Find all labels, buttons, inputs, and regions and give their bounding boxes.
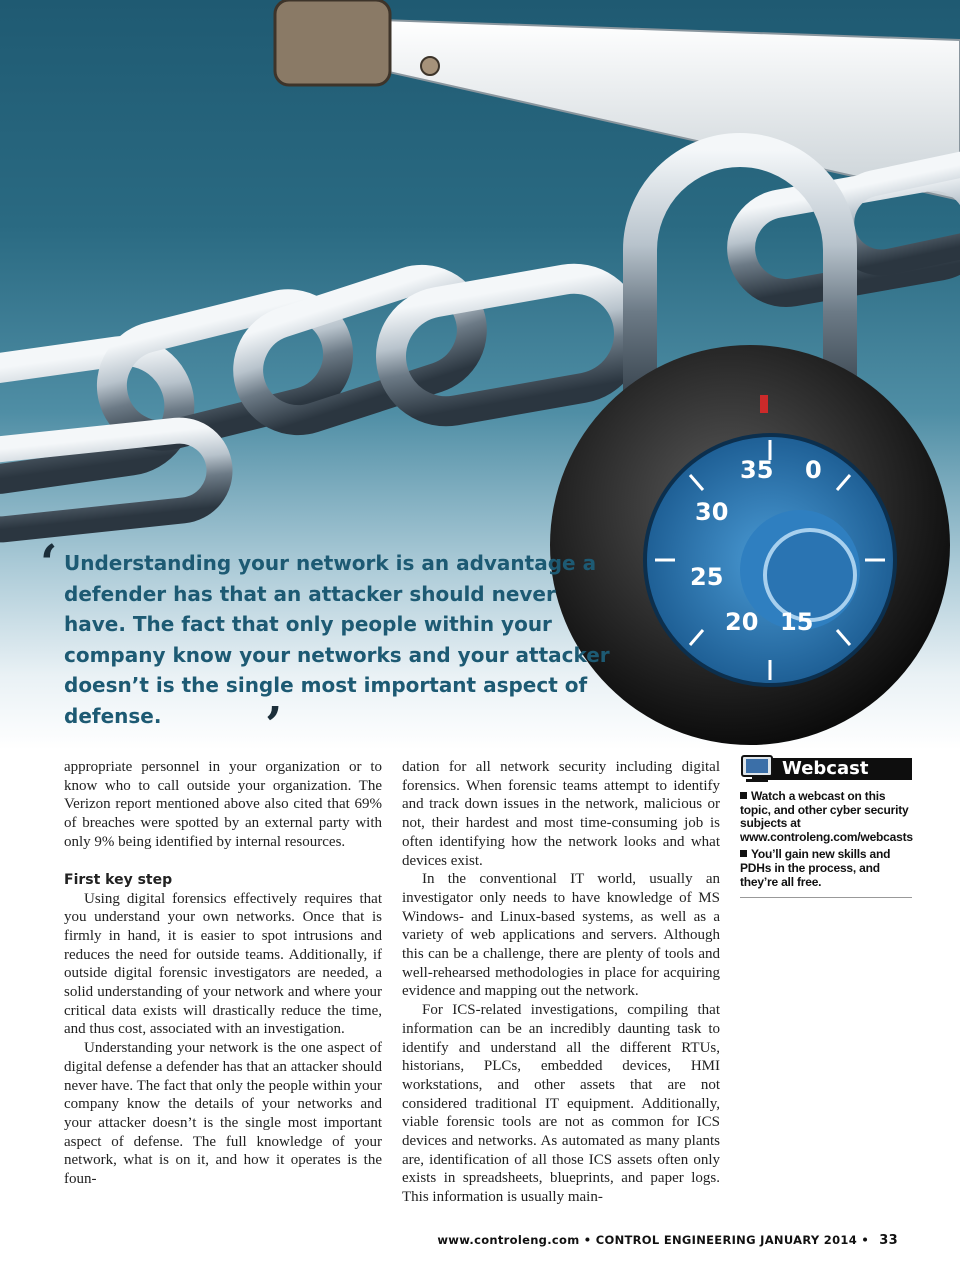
sidebar-item: Watch a webcast on this topic, and other cyber security subjects at www.controleng.com/webcasts [740, 789, 913, 844]
dial-number: 30 [695, 498, 729, 526]
webcast-header [756, 758, 912, 780]
dial-number: 15 [780, 608, 814, 636]
article-column-1 [64, 758, 382, 1189]
sidebar-divider [740, 897, 912, 898]
paragraph: dation for all network security including digital forensics. When forensic teams attempt to identify and track down issues in the network, malicious or not, their hardest and most time-consuming job is often identifying how the network looks and what devices exist. [402, 759, 720, 869]
webcast-title: Webcast [782, 758, 869, 779]
section-heading: First key step [64, 871, 173, 888]
paragraph: In the conventional IT world, usually an investigator only needs to have knowledge of MS Windows- and Linux-based systems, as well as a variety of web applications and servers. Although this can be a challenge, there are plenty of tools and well-rehearsed methodologies in place for acquiring evidence and mapping out the network. [402, 871, 720, 1000]
page-footer [0, 1233, 898, 1248]
paragraph: appropriate personnel in your organization or to know who to call outside your organization. The Verizon report mentioned above also cited that 69% of breaches were spotted by an external party with only 9% being identified by internal resources. [64, 759, 382, 850]
footer-separator: • [583, 1233, 592, 1247]
footer-separator: • [861, 1233, 869, 1247]
paragraph: Understanding your network is the one aspect of digital defense a defender has that an attacker should never have. The fact that only the people within your company know the details of your networks and your attacker doesn’t is the single most important aspect of defense. The full knowledge of your network, what is on it, and how it operates is the foun- [64, 1040, 382, 1188]
footer-publication: CONTROL ENGINEERING JANUARY 2014 [595, 1233, 858, 1247]
dial-number: 0 [805, 456, 822, 484]
paragraph: Using digital forensics effectively requires that you understand your own networks. Once that is firmly in hand, it is easier to spot intrusions and reduces the need for outside teams. Additionally, if outside digital forensic investigators are needed, a solid understanding of your network and where your critical data exists will drastically reduce the time, and thus cost, associated with an investigation. [64, 890, 382, 1038]
webcast-sidebar [740, 758, 912, 898]
metal-bar [275, 0, 960, 200]
paragraph: For ICS-related investigations, compiling that information can be an incredibly daunting task to identify and understand all the different RTUs, historians, PLCs, embedded devices, HMI workstations, and other assets that are not considered traditional IT equipment. Additionally, viable forensic tools are not as common for ICS devices and networks. As automated as many plants are, identification of all those ICS assets often only exists in spreadsheets, blueprints, and paper logs. This information is usually main- [402, 1002, 720, 1206]
bullet-icon [740, 850, 747, 857]
pull-quote: Understanding your network is an advantage a defender has that an attacker should never have. The fact that only people within your company know your networks and your attacker doesn’t is the single most important aspect of defense. [64, 551, 610, 728]
article-column-2 [402, 758, 720, 1207]
computer-monitor-icon [740, 754, 776, 784]
page-number: 33 [879, 1233, 898, 1248]
dial-number: 35 [740, 456, 774, 484]
sidebar-item: You’ll gain new skills and PDHs in the process, and they’re all free. [740, 847, 891, 889]
open-quote-mark: ‘ [40, 533, 58, 592]
close-quote-mark: ’ [265, 695, 283, 750]
dial-number: 20 [725, 608, 759, 636]
bullet-icon [740, 792, 747, 799]
footer-site: www.controleng.com [437, 1233, 580, 1247]
dial-number: 25 [690, 563, 724, 591]
